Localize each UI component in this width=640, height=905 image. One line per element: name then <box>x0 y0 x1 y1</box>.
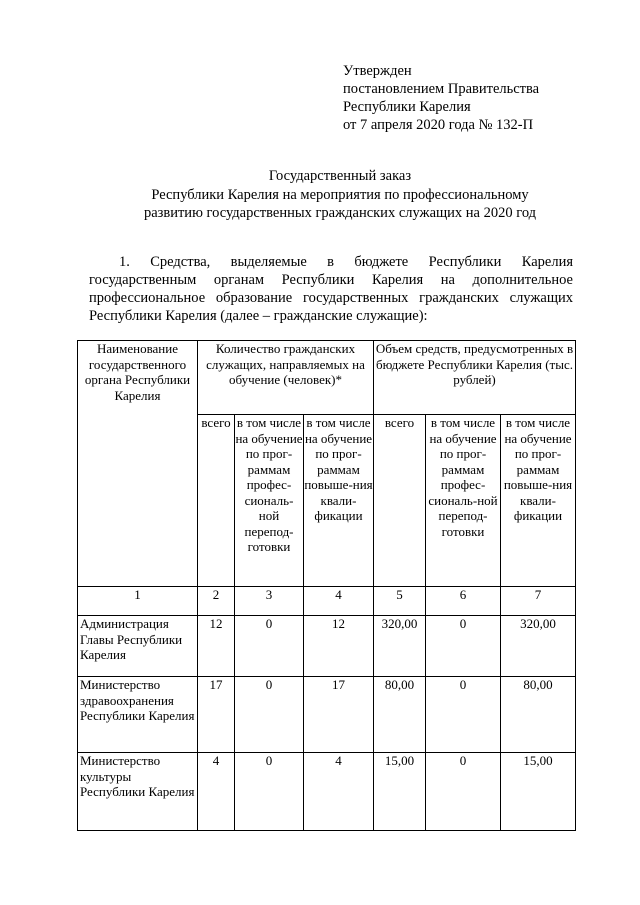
org-name-cell: Администрация Главы Республики Карелия <box>78 616 198 677</box>
table-row <box>78 677 576 753</box>
count-advanced-cell: 12 <box>304 616 374 677</box>
header-row-1 <box>78 341 576 415</box>
funds-total-cell: 15,00 <box>374 753 426 831</box>
column-number-row <box>78 587 576 616</box>
funding-table <box>77 340 576 831</box>
funds-total-cell: 80,00 <box>374 677 426 753</box>
count-total-cell: 4 <box>198 753 235 831</box>
title-line: Республики Карелия на мероприятия по профессиональному <box>151 186 529 203</box>
header-count-retraining: в том числе на обучение по прог-раммам профес-сиональ-ной перепод-готовки <box>235 415 304 587</box>
header-funds-total: всего <box>374 415 426 587</box>
count-retraining-cell: 0 <box>235 616 304 677</box>
table-row <box>78 616 576 677</box>
column-number: 5 <box>374 587 426 616</box>
title-line: развитию государственных гражданских служащих на 2020 год <box>143 205 537 221</box>
header-count-advanced: в том числе на обучение по прог-раммам повыше-ния квали-фикации <box>304 415 374 587</box>
header-funds-group: Объем средств, предусмотренных в бюджете Республики Карелия (тыс. рублей) <box>374 341 576 415</box>
header-funds-advanced: в том числе на обучение по прог-раммам повыше-ния квали-фикации <box>501 415 576 587</box>
funds-retraining-cell: 0 <box>426 753 501 831</box>
funds-advanced-cell: 80,00 <box>501 677 576 753</box>
table-row <box>78 753 576 831</box>
count-total-cell: 17 <box>198 677 235 753</box>
funds-advanced-cell: 320,00 <box>501 616 576 677</box>
approval-stamp <box>343 62 539 134</box>
header-funds-retraining: в том числе на обучение по прог-раммам профес-сиональ-ной перепод-готовки <box>426 415 501 587</box>
funds-advanced-cell: 15,00 <box>501 753 576 831</box>
document-title <box>80 167 600 223</box>
column-number: 2 <box>198 587 235 616</box>
title-line: Государственный заказ <box>268 168 412 184</box>
approval-line: Утвержден <box>343 63 412 79</box>
org-name-cell: Министерство культуры Республики Карелия <box>78 753 198 831</box>
column-number: 4 <box>304 587 374 616</box>
funds-retraining-cell: 0 <box>426 616 501 677</box>
approval-line: постановлением Правительства <box>343 81 540 97</box>
column-number: 3 <box>235 587 304 616</box>
count-total-cell: 12 <box>198 616 235 677</box>
approval-line: Республики Карелия <box>343 99 471 115</box>
count-advanced-cell: 17 <box>304 677 374 753</box>
column-number: 7 <box>501 587 576 616</box>
count-advanced-cell: 4 <box>304 753 374 831</box>
funds-retraining-cell: 0 <box>426 677 501 753</box>
org-name-cell: Министерство здравоохранения Республики Карелия <box>78 677 198 753</box>
column-number: 1 <box>78 587 198 616</box>
column-number: 6 <box>426 587 501 616</box>
funds-total-cell: 320,00 <box>374 616 426 677</box>
header-count-total: всего <box>198 415 235 587</box>
approval-date: от 7 апреля 2020 года № 132-П <box>343 117 534 133</box>
count-retraining-cell: 0 <box>235 753 304 831</box>
header-count-group: Количество гражданских служащих, направляемых на обучение (человек)* <box>198 341 374 415</box>
count-retraining-cell: 0 <box>235 677 304 753</box>
header-org-name: Наименование государственного органа Республики Карелия <box>78 341 198 587</box>
paragraph-1: 1. Средства, выделяемые в бюджете Республики Карелия государственным органам Республики Карелия на дополнительное профессиональное образование государственных гражданских служащих Республики Карелия (далее – гражданские служащие): <box>89 254 573 324</box>
